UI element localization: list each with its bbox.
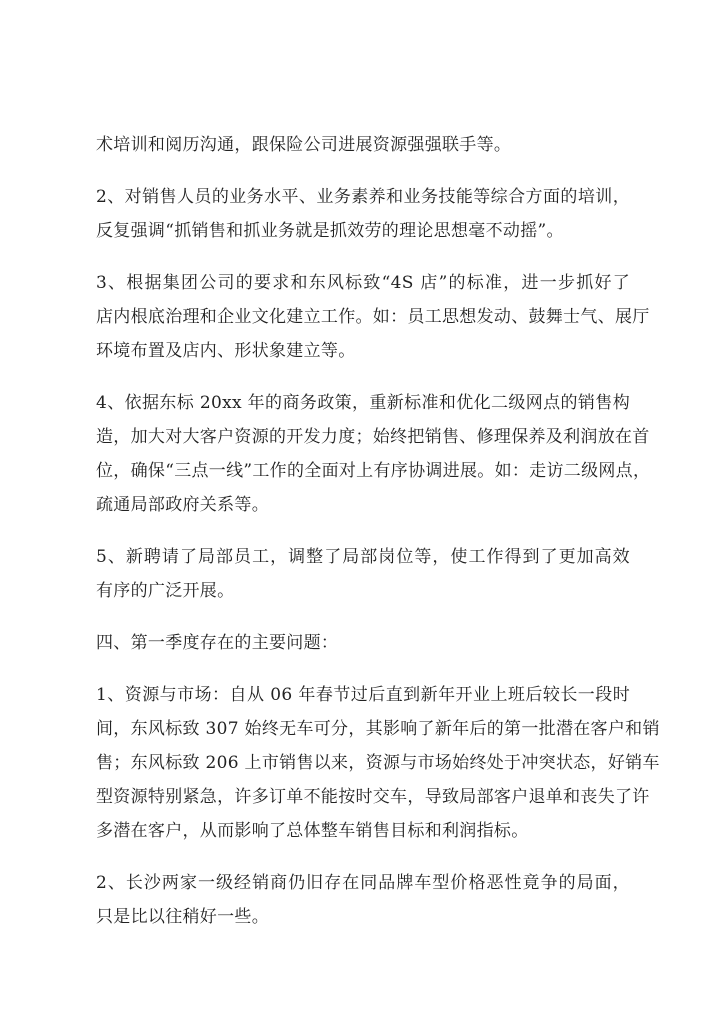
document-body (96, 128, 660, 934)
text-line: 位，确保“三点一线”工作的全面对上有序协调进展。如：走访二级网点， (96, 461, 651, 481)
text-line: 4、依据东标 20xx 年的商务政策，重新标准和优化二级网点的销售构 (96, 393, 630, 413)
paragraph-4 (96, 386, 651, 522)
heading-line: 四、第一季度存在的主要问题： (96, 633, 339, 653)
text-line: 间，东风标致 307 始终无车可分，其影响了新年后的第一批潜在客户和销 (96, 719, 660, 739)
text-line: 3、根据集团公司的要求和东风标致“4S 店”的标准，进一步抓好了 (96, 273, 630, 293)
text-line: 2、对销售人员的业务水平、业务素养和业务技能等综合方面的培训， (96, 187, 630, 207)
paragraph-2 (96, 180, 630, 248)
text-line: 有序的广泛开展。 (96, 581, 235, 601)
paragraph-3 (96, 266, 650, 368)
section-heading (96, 626, 630, 660)
text-line: 1、资源与市场：自从 06 年春节过后直到新年开业上班后较长一段时 (96, 685, 630, 705)
text-line: 反复强调“抓销售和抓业务就是抓效劳的理论思想毫不动摇”。 (96, 221, 564, 241)
paragraph-5 (96, 540, 630, 608)
text-line: 5、新聘请了局部员工，调整了局部岗位等，使工作得到了更加高效 (96, 547, 630, 567)
paragraph-8 (96, 866, 630, 934)
text-line: 只是比以往稍好一些。 (96, 907, 269, 927)
text-line: 多潜在客户，从而影响了总体整车销售目标和利润指标。 (96, 821, 529, 841)
text-line: 术培训和阅历沟通，跟保险公司进展资源强强联手等。 (96, 135, 512, 155)
text-line: 型资源特别紧急，许多订单不能按时交车，导致局部客户退单和丧失了许 (96, 787, 650, 807)
paragraph-7 (96, 678, 660, 848)
text-line: 疏通局部政府关系等。 (96, 495, 269, 515)
text-line: 2、长沙两家一级经销商仍旧存在同品牌车型价格恶性竟争的局面， (96, 873, 630, 893)
text-line: 店内根底治理和企业文化建立工作。如：员工思想发动、鼓舞士气、展厅 (96, 307, 650, 327)
text-line: 售；东风标致 206 上市销售以来，资源与市场始终处于冲突状态，好销车 (96, 753, 660, 773)
text-line: 环境布置及店内、形状象建立等。 (96, 341, 356, 361)
paragraph-1 (96, 128, 630, 162)
text-line: 造，加大对大客户资源的开发力度；始终把销售、修理保养及利润放在首 (96, 427, 650, 447)
